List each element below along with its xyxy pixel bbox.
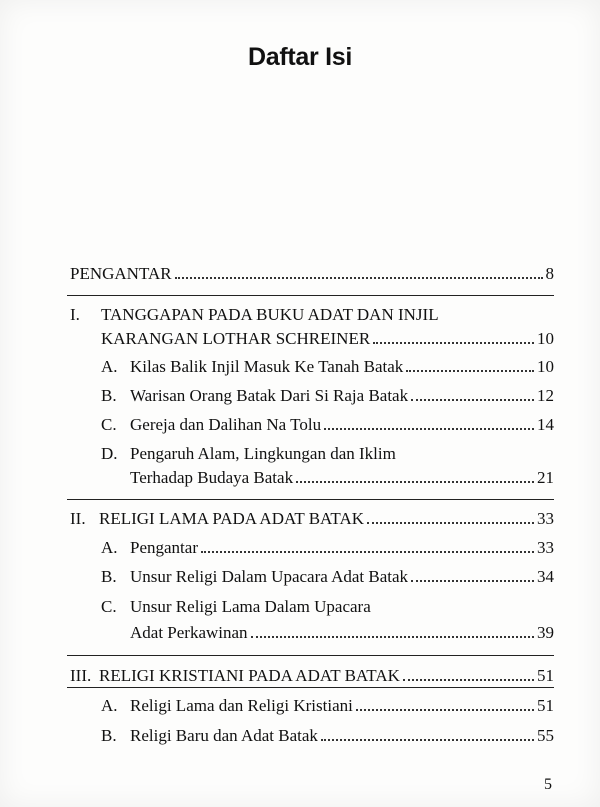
toc-entry-1c	[101, 415, 554, 435]
toc-page-number: 21	[537, 468, 554, 487]
leader-dots	[373, 341, 534, 344]
toc-entry-label: Pengaruh Alam, Lingkungan dan Iklim	[130, 444, 396, 463]
toc-entry-2a	[101, 538, 554, 558]
toc-item-letter: B.	[101, 567, 117, 586]
leader-dots	[367, 521, 534, 524]
toc-page-number: 33	[537, 538, 554, 557]
toc-entry-label: Warisan Orang Batak Dari Si Raja Batak	[130, 386, 409, 405]
toc-item-letter: C.	[101, 597, 117, 616]
leader-dots	[201, 550, 534, 553]
toc-entry-pengantar	[70, 264, 554, 284]
toc-item-letter: D.	[101, 444, 118, 463]
leader-dots	[403, 678, 534, 681]
toc-chapter-number: III.	[70, 666, 92, 685]
leader-dots	[356, 708, 534, 711]
section-divider	[67, 499, 554, 500]
toc-page-number: 55	[537, 726, 554, 745]
toc-entry-2b	[101, 567, 554, 587]
toc-page-number: 8	[545, 264, 554, 283]
toc-entry-1a	[101, 357, 554, 377]
toc-entry-chapter-1	[101, 329, 554, 349]
leader-dots	[175, 276, 543, 279]
toc-entry-label: Unsur Religi Dalam Upacara Adat Batak	[130, 567, 409, 586]
toc-page-number: 12	[537, 386, 554, 405]
page-number: 5	[544, 776, 552, 793]
toc-entry-label: Religi Baru dan Adat Batak	[130, 726, 318, 745]
toc-page-number: 14	[537, 415, 554, 434]
leader-dots	[321, 738, 534, 741]
toc-entry-chapter-3	[70, 666, 554, 686]
toc-entry-label: Religi Lama dan Religi Kristiani	[130, 696, 353, 715]
leader-dots	[324, 427, 534, 430]
toc-entry-3a	[101, 696, 554, 716]
toc-chapter-title: TANGGAPAN PADA BUKU ADAT DAN INJIL	[101, 305, 439, 324]
toc-item-letter: C.	[101, 415, 117, 434]
toc-item-letter: A.	[101, 696, 118, 715]
toc-entry-label-cont: Terhadap Budaya Batak	[130, 468, 294, 487]
leader-dots	[251, 635, 534, 638]
toc-chapter-title: RELIGI LAMA PADA ADAT BATAK	[99, 509, 365, 528]
toc-item-letter: A.	[101, 538, 118, 557]
toc-entry-label: Unsur Religi Lama Dalam Upacara	[130, 597, 371, 616]
leader-dots	[296, 480, 534, 483]
toc-chapter-title: RELIGI KRISTIANI PADA ADAT BATAK	[99, 666, 400, 685]
toc-page-number: 34	[537, 567, 554, 586]
toc-page-number: 10	[537, 357, 554, 376]
section-divider	[67, 655, 554, 656]
toc-entry-1b	[101, 386, 554, 406]
toc-entry-label-cont: Adat Perkawinan	[130, 623, 248, 642]
page-title: Daftar Isi	[248, 43, 352, 71]
toc-chapter-title-cont: KARANGAN LOTHAR SCHREINER	[101, 329, 371, 348]
toc-entry-2c	[130, 623, 554, 643]
toc-item-letter: B.	[101, 386, 117, 405]
toc-page-number: 39	[537, 623, 554, 642]
toc-page-number: 51	[537, 696, 554, 715]
leader-dots	[406, 369, 534, 372]
section-divider	[67, 295, 554, 296]
toc-entry-label: Gereja dan Dalihan Na Tolu	[130, 415, 322, 434]
toc-entry-1d	[130, 468, 554, 488]
toc-entry-3b	[101, 726, 554, 746]
toc-entry-chapter-2	[70, 509, 554, 529]
leader-dots	[411, 579, 534, 582]
leader-dots	[411, 398, 534, 401]
toc-page-number: 33	[537, 509, 554, 528]
toc-entry-label: Kilas Balik Injil Masuk Ke Tanah Batak	[130, 357, 404, 376]
section-divider	[67, 687, 554, 688]
toc-item-letter: A.	[101, 357, 118, 376]
toc-page-number: 51	[537, 666, 554, 685]
toc-chapter-number: II.	[70, 509, 86, 528]
toc-chapter-number: I.	[70, 305, 80, 324]
toc-entry-label: PENGANTAR	[70, 264, 172, 283]
toc-item-letter: B.	[101, 726, 117, 745]
toc-page-number: 10	[537, 329, 554, 348]
toc-entry-label: Pengantar	[130, 538, 198, 557]
